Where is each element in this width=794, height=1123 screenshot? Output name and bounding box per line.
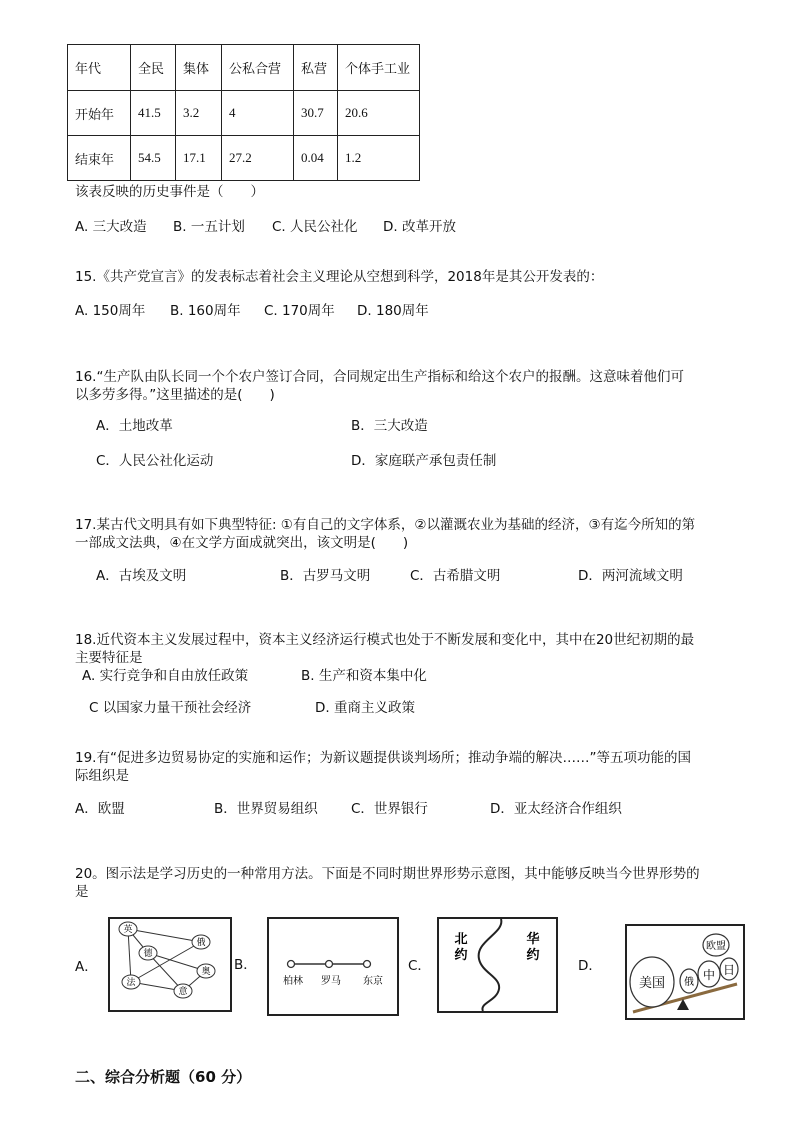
table-row <box>68 136 420 181</box>
node-russia: 俄 <box>196 938 206 948</box>
q17-option-d[interactable]: D．两河流域文明 <box>578 568 683 584</box>
q19-option-a[interactable]: A．欧盟 <box>75 801 125 817</box>
q18-option-c[interactable]: C 以国家力量干预社会经济 <box>89 700 252 716</box>
city-berlin: 柏林 <box>283 976 303 987</box>
table-header-cell: 集体 <box>176 45 222 91</box>
q14-option-d[interactable]: D. 改革开放 <box>383 219 456 235</box>
q17-option-c[interactable]: C．古希腊文明 <box>410 568 501 584</box>
table-cell: 17.1 <box>176 136 222 181</box>
table-header-cell: 年代 <box>68 45 131 91</box>
table-header-cell: 公私合营 <box>222 45 294 91</box>
q20-option-b-label[interactable]: B． <box>234 957 257 973</box>
figure-c-svg <box>439 919 556 1011</box>
table-header-cell: 全民 <box>131 45 176 91</box>
q16-option-d[interactable]: D．家庭联产承包责任制 <box>351 453 497 469</box>
q18-stem-line2: 主要特征是 <box>75 650 143 666</box>
q16-option-b[interactable]: B．三大改造 <box>351 418 428 434</box>
table-cell: 0.04 <box>294 136 338 181</box>
table-header-cell: 私营 <box>294 45 338 91</box>
q16-stem-line1: 16.“生产队由队长同一个个农户签订合同，合同规定出生产指标和给这个农户的报酬。这意味着他们可 <box>75 369 684 385</box>
circle-usa: 美国 <box>638 976 666 991</box>
table-cell: 30.7 <box>294 91 338 136</box>
q18-option-d[interactable]: D. 重商主义政策 <box>315 700 415 716</box>
node-britain: 英 <box>123 925 133 935</box>
circle-eu: 欧盟 <box>706 941 726 952</box>
circle-russia: 俄 <box>684 977 694 988</box>
table-cell: 结束年 <box>68 136 131 181</box>
q20-option-a-label[interactable]: A． <box>75 959 98 975</box>
node-austria: 奥 <box>201 967 211 977</box>
label-nato-bottom: 约 <box>454 948 468 963</box>
table-cell: 1.2 <box>338 136 420 181</box>
q15-option-c[interactable]: C. 170周年 <box>264 303 335 319</box>
section-2-heading: 二、综合分析题（60 分） <box>75 1068 252 1086</box>
q19-option-b[interactable]: B．世界贸易组织 <box>214 801 318 817</box>
q20-option-d-label[interactable]: D． <box>578 958 602 974</box>
figure-c-bipolar-diagram[interactable] <box>437 917 558 1013</box>
q17-stem-line1: 17.某古代文明具有如下典型特征: ①有自己的文字体系，②以灌溉农业为基础的经济，③有迄今所知的第 <box>75 517 696 533</box>
q14-option-c[interactable]: C. 人民公社化 <box>272 219 358 235</box>
label-warsaw-bottom: 约 <box>526 948 540 963</box>
label-warsaw-top: 华 <box>526 932 540 947</box>
table-cell: 4 <box>222 91 294 136</box>
q14-stem: 该表反映的历史事件是（ ） <box>75 184 264 200</box>
figure-b-svg <box>269 919 397 1014</box>
table-cell: 41.5 <box>131 91 176 136</box>
q19-stem-line1: 19.有“促进多边贸易协定的实施和运作；为新议题提供谈判场所；推动争端的解决……”等五项功能的国 <box>75 750 691 766</box>
table-row <box>68 91 420 136</box>
circle-china: 中 <box>702 968 716 982</box>
q19-stem-line2: 际组织是 <box>75 768 129 784</box>
q16-option-c[interactable]: C．人民公社化运动 <box>96 453 214 469</box>
figure-a-svg <box>110 919 230 1010</box>
q14-option-a[interactable]: A. 三大改造 <box>75 219 147 235</box>
q18-option-a[interactable]: A. 实行竞争和自由放任政策 <box>82 668 249 684</box>
data-table <box>67 44 420 181</box>
figure-d-svg <box>627 926 743 1018</box>
q18-option-b[interactable]: B. 生产和资本集中化 <box>301 668 427 684</box>
figure-a-alliance-diagram[interactable] <box>108 917 232 1012</box>
q20-stem-line1: 20。图示法是学习历史的一种常用方法。下面是不同时期世界形势示意图，其中能够反映当今世界形势的 <box>75 866 700 882</box>
q16-stem-line2: 以多劳多得。”这里描述的是( ) <box>75 387 275 403</box>
node-italy: 意 <box>178 987 188 997</box>
q20-option-c-label[interactable]: C． <box>408 958 431 974</box>
city-tokyo: 东京 <box>363 976 383 987</box>
q18-stem-line1: 18.近代资本主义发展过程中，资本主义经济运行模式也处于不断发展和变化中，其中在20世纪初期的最 <box>75 632 695 648</box>
q20-stem-line2: 是 <box>75 884 89 900</box>
q15-option-a[interactable]: A. 150周年 <box>75 303 146 319</box>
q17-option-b[interactable]: B．古罗马文明 <box>280 568 371 584</box>
node-germany: 德 <box>143 949 153 959</box>
q14-option-b[interactable]: B. 一五计划 <box>173 219 245 235</box>
q17-stem-line2: 一部成文法典，④在文学方面成就突出，该文明是( ) <box>75 535 409 551</box>
city-rome: 罗马 <box>321 976 341 987</box>
table-cell: 27.2 <box>222 136 294 181</box>
circle-japan: 日 <box>722 963 736 977</box>
table-header-cell: 个体手工业 <box>338 45 420 91</box>
q15-option-b[interactable]: B. 160周年 <box>170 303 241 319</box>
node-france: 法 <box>126 978 136 988</box>
q19-option-c[interactable]: C．世界银行 <box>351 801 428 817</box>
q15-stem: 15.《共产党宣言》的发表标志着社会主义理论从空想到科学，2018年是其公开发表的： <box>75 269 604 285</box>
q19-option-d[interactable]: D．亚太经济合作组织 <box>490 801 622 817</box>
q16-option-a[interactable]: A．土地改革 <box>96 418 173 434</box>
table-cell: 54.5 <box>131 136 176 181</box>
label-nato-top: 北 <box>454 932 468 947</box>
figure-b-axis-diagram[interactable] <box>267 917 399 1016</box>
table-cell: 20.6 <box>338 91 420 136</box>
figure-d-multipolar-diagram[interactable] <box>625 924 745 1020</box>
table-cell: 开始年 <box>68 91 131 136</box>
q15-option-d[interactable]: D. 180周年 <box>357 303 429 319</box>
table-cell: 3.2 <box>176 91 222 136</box>
table-header-row <box>68 45 420 91</box>
q17-option-a[interactable]: A．古埃及文明 <box>96 568 187 584</box>
